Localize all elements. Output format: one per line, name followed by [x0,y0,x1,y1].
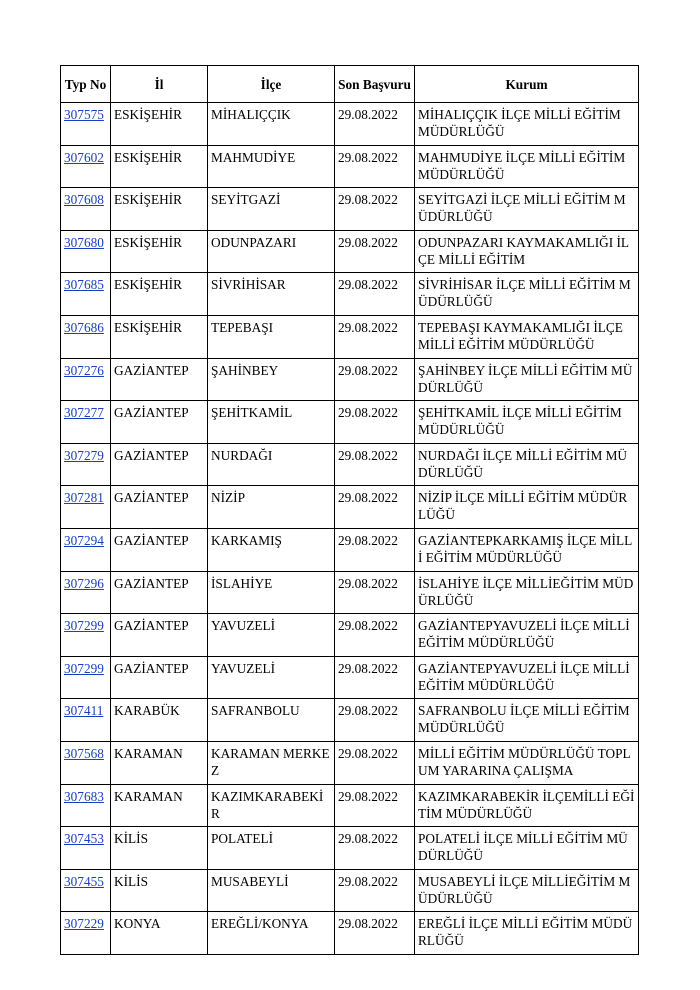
table-row [61,699,639,742]
typ-no-cell [61,486,111,529]
typ-no-cell [61,614,111,657]
table-row [61,273,639,316]
ilce-cell: İSLAHİYE [208,571,335,614]
il-cell: GAZİANTEP [111,528,208,571]
kurum-cell: GAZİANTEPYAVUZELİ İLÇE MİLLİ EĞİTİM MÜDÜRLÜĞÜ [415,656,639,699]
son-basvuru-cell: 29.08.2022 [335,486,415,529]
kurum-cell: İSLAHİYE İLÇE MİLLİEĞİTİM MÜDÜRLÜĞÜ [415,571,639,614]
son-basvuru-cell: 29.08.2022 [335,528,415,571]
typ-no-link[interactable]: 307299 [64,618,104,634]
ilce-cell: YAVUZELİ [208,614,335,657]
kurum-cell: MİHALIÇÇIK İLÇE MİLLİ EĞİTİM MÜDÜRLÜĞÜ [415,103,639,146]
son-basvuru-cell: 29.08.2022 [335,188,415,231]
table-row [61,571,639,614]
il-cell: GAZİANTEP [111,486,208,529]
ilce-cell: MAHMUDİYE [208,145,335,188]
table-row [61,145,639,188]
kurum-cell: ŞAHİNBEY İLÇE MİLLİ EĞİTİM MÜDÜRLÜĞÜ [415,358,639,401]
son-basvuru-cell: 29.08.2022 [335,401,415,444]
typ-no-cell [61,103,111,146]
typ-no-link[interactable]: 307294 [64,532,104,548]
kurum-cell: GAZİANTEPYAVUZELİ İLÇE MİLLİ EĞİTİM MÜDÜRLÜĞÜ [415,614,639,657]
table-body [61,103,639,955]
table-row [61,188,639,231]
header-typ-no: Typ No [61,66,111,103]
table-row [61,827,639,870]
ilce-cell: NİZİP [208,486,335,529]
ilce-cell: YAVUZELİ [208,656,335,699]
ilce-cell: KARKAMIŞ [208,528,335,571]
table-row [61,401,639,444]
kurum-cell: NİZİP İLÇE MİLLİ EĞİTİM MÜDÜRLÜĞÜ [415,486,639,529]
il-cell: KONYA [111,912,208,955]
table-row [61,614,639,657]
typ-no-cell [61,528,111,571]
typ-no-cell [61,656,111,699]
table-row [61,912,639,955]
table-row [61,869,639,912]
son-basvuru-cell: 29.08.2022 [335,230,415,273]
ilce-cell: ODUNPAZARI [208,230,335,273]
son-basvuru-cell: 29.08.2022 [335,571,415,614]
table-row [61,656,639,699]
il-cell: ESKİŞEHİR [111,230,208,273]
header-kurum: Kurum [415,66,639,103]
typ-no-link[interactable]: 307686 [64,319,104,335]
typ-no-link[interactable]: 307685 [64,277,104,293]
ilce-cell: ŞEHİTKAMİL [208,401,335,444]
typ-no-cell [61,401,111,444]
table-row [61,315,639,358]
il-cell: KİLİS [111,869,208,912]
table-row [61,741,639,784]
typ-no-link[interactable]: 307279 [64,447,104,463]
il-cell: GAZİANTEP [111,571,208,614]
son-basvuru-cell: 29.08.2022 [335,315,415,358]
table-row [61,103,639,146]
il-cell: GAZİANTEP [111,656,208,699]
il-cell: KARAMAN [111,784,208,827]
son-basvuru-cell: 29.08.2022 [335,443,415,486]
typ-no-cell [61,188,111,231]
header-son-basvuru: Son Başvuru [335,66,415,103]
typ-no-link[interactable]: 307455 [64,873,104,889]
typ-no-link[interactable]: 307453 [64,831,104,847]
il-cell: KARABÜK [111,699,208,742]
son-basvuru-cell: 29.08.2022 [335,699,415,742]
il-cell: GAZİANTEP [111,614,208,657]
header-ilce: İlçe [208,66,335,103]
ilce-cell: EREĞLİ/KONYA [208,912,335,955]
ilce-cell: ŞAHİNBEY [208,358,335,401]
kurum-cell: SİVRİHİSAR İLÇE MİLLİ EĞİTİM MÜDÜRLÜĞÜ [415,273,639,316]
kurum-cell: EREĞLİ İLÇE MİLLİ EĞİTİM MÜDÜRLÜĞÜ [415,912,639,955]
typ-no-link[interactable]: 307281 [64,490,104,506]
son-basvuru-cell: 29.08.2022 [335,869,415,912]
typ-no-link[interactable]: 307575 [64,107,104,122]
son-basvuru-cell: 29.08.2022 [335,912,415,955]
typ-no-link[interactable]: 307608 [64,192,104,208]
ilce-cell: SAFRANBOLU [208,699,335,742]
son-basvuru-cell: 29.08.2022 [335,656,415,699]
typ-no-cell [61,699,111,742]
typ-no-link[interactable]: 307296 [64,575,104,591]
typ-no-cell [61,912,111,955]
typ-no-link[interactable]: 307680 [64,234,104,250]
table-row [61,784,639,827]
typ-no-link[interactable]: 307411 [64,703,104,719]
table-header-row [61,66,639,103]
job-listing-table [60,65,639,955]
kurum-cell: ODUNPAZARI KAYMAKAMLIĞI İLÇE MİLLİ EĞİTİM [415,230,639,273]
kurum-cell: NURDAĞI İLÇE MİLLİ EĞİTİM MÜDÜRLÜĞÜ [415,443,639,486]
typ-no-link[interactable]: 307568 [64,745,104,761]
son-basvuru-cell: 29.08.2022 [335,145,415,188]
il-cell: GAZİANTEP [111,401,208,444]
ilce-cell: TEPEBAŞI [208,315,335,358]
kurum-cell: SEYİTGAZİ İLÇE MİLLİ EĞİTİM MÜDÜRLÜĞÜ [415,188,639,231]
kurum-cell: SAFRANBOLU İLÇE MİLLİ EĞİTİM MÜDÜRLÜĞÜ [415,699,639,742]
kurum-cell: TEPEBAŞI KAYMAKAMLIĞI İLÇE MİLLİ EĞİTİM MÜDÜRLÜĞÜ [415,315,639,358]
table-row [61,230,639,273]
table-row [61,486,639,529]
typ-no-link[interactable]: 307229 [64,916,104,932]
kurum-cell: KAZIMKARABEKİR İLÇEMİLLİ EĞİTİM MÜDÜRLÜĞÜ [415,784,639,827]
typ-no-link[interactable]: 307299 [64,660,104,676]
il-cell: ESKİŞEHİR [111,273,208,316]
ilce-cell: POLATELİ [208,827,335,870]
typ-no-link[interactable]: 307602 [64,149,104,165]
son-basvuru-cell: 29.08.2022 [335,358,415,401]
ilce-cell: SEYİTGAZİ [208,188,335,231]
header-il: İl [111,66,208,103]
typ-no-cell [61,571,111,614]
il-cell: GAZİANTEP [111,358,208,401]
ilce-cell: MUSABEYLİ [208,869,335,912]
typ-no-cell [61,741,111,784]
ilce-cell: KAZIMKARABEKİR [208,784,335,827]
il-cell: KARAMAN [111,741,208,784]
typ-no-cell [61,443,111,486]
typ-no-cell [61,869,111,912]
il-cell: ESKİŞEHİR [111,315,208,358]
typ-no-cell [61,784,111,827]
typ-no-cell [61,145,111,188]
son-basvuru-cell: 29.08.2022 [335,614,415,657]
kurum-cell: MAHMUDİYE İLÇE MİLLİ EĞİTİM MÜDÜRLÜĞÜ [415,145,639,188]
typ-no-cell [61,230,111,273]
il-cell: KİLİS [111,827,208,870]
ilce-cell: KARAMAN MERKEZ [208,741,335,784]
kurum-cell: MİLLİ EĞİTİM MÜDÜRLÜĞÜ TOPLUM YARARINA ÇALIŞMA [415,741,639,784]
il-cell: GAZİANTEP [111,443,208,486]
ilce-cell: SİVRİHİSAR [208,273,335,316]
son-basvuru-cell: 29.08.2022 [335,784,415,827]
typ-no-cell [61,273,111,316]
kurum-cell: POLATELİ İLÇE MİLLİ EĞİTİM MÜDÜRLÜĞÜ [415,827,639,870]
ilce-cell: NURDAĞI [208,443,335,486]
table-row [61,358,639,401]
typ-no-link[interactable]: 307683 [64,788,104,804]
typ-no-link[interactable]: 307276 [64,362,104,378]
table-row [61,528,639,571]
typ-no-cell [61,827,111,870]
typ-no-link[interactable]: 307277 [64,405,104,421]
kurum-cell: ŞEHİTKAMİL İLÇE MİLLİ EĞİTİM MÜDÜRLÜĞÜ [415,401,639,444]
il-cell: ESKİŞEHİR [111,103,208,146]
typ-no-cell [61,315,111,358]
il-cell: ESKİŞEHİR [111,188,208,231]
son-basvuru-cell: 29.08.2022 [335,273,415,316]
son-basvuru-cell: 29.08.2022 [335,103,415,146]
table-row [61,443,639,486]
son-basvuru-cell: 29.08.2022 [335,741,415,784]
kurum-cell: MUSABEYLİ İLÇE MİLLİEĞİTİM MÜDÜRLÜĞÜ [415,869,639,912]
son-basvuru-cell: 29.08.2022 [335,827,415,870]
ilce-cell: MİHALIÇÇIK [208,103,335,146]
kurum-cell: GAZİANTEPKARKAMIŞ İLÇE MİLLİ EĞİTİM MÜDÜRLÜĞÜ [415,528,639,571]
typ-no-cell [61,358,111,401]
il-cell: ESKİŞEHİR [111,145,208,188]
